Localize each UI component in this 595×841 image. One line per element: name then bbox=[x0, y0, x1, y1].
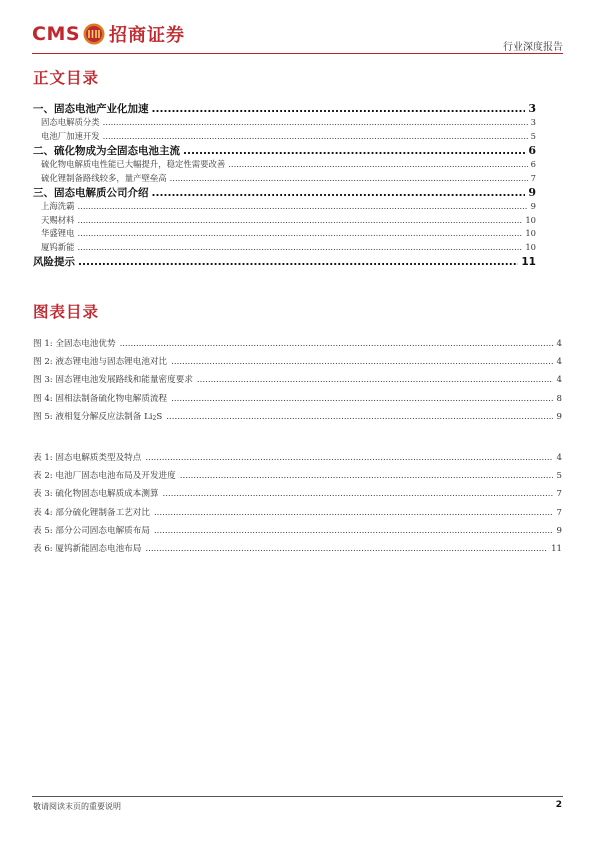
toc-subsection-entry-label: 硫化锂制备路线较多，量产壁垒高 bbox=[41, 172, 167, 183]
dot-leader bbox=[103, 131, 528, 141]
table-list bbox=[33, 451, 562, 560]
dot-leader bbox=[171, 357, 552, 367]
toc-risk-entry[interactable] bbox=[33, 254, 536, 269]
logo-cms-text: CMS bbox=[32, 23, 81, 45]
toc-subsection-entry[interactable] bbox=[33, 214, 536, 228]
report-type-label: 行业深度报告 bbox=[503, 42, 563, 53]
chart-list-entry-label: 图 4: 固相法制备硫化物电解质流程 bbox=[33, 393, 168, 404]
toc-section-entry-label: 三、固态电解质公司介绍 bbox=[33, 187, 149, 199]
dot-leader bbox=[166, 412, 552, 422]
dot-leader bbox=[78, 215, 523, 225]
chart-list-entry-page: 9 bbox=[556, 411, 562, 422]
dot-leader bbox=[170, 173, 528, 183]
logo-chinese-name: 招商证券 bbox=[109, 25, 186, 46]
toc-subsection-entry-label: 天赐材料 bbox=[41, 214, 75, 225]
logo-emblem-icon bbox=[83, 23, 105, 45]
toc-risk-entry-label: 风险提示 bbox=[33, 256, 75, 268]
company-logo bbox=[32, 22, 185, 46]
toc-section-entry-label: 二、硫化物成为全固态电池主流 bbox=[33, 145, 180, 157]
dot-leader bbox=[152, 187, 526, 199]
dot-leader bbox=[152, 103, 526, 115]
toc-subsection-entry[interactable] bbox=[33, 116, 536, 130]
toc-subsection-entry[interactable] bbox=[33, 130, 536, 144]
chart-list-entry[interactable] bbox=[33, 355, 562, 373]
toc-subsection-entry-label: 硫化物电解质电性能已大幅提升，稳定性需要改善 bbox=[41, 159, 226, 169]
disclaimer-note: 敬请阅读末页的重要说明 bbox=[33, 802, 121, 811]
toc-section-entry-page: 6 bbox=[528, 144, 536, 157]
toc-section-entry[interactable] bbox=[33, 185, 536, 200]
toc-section-entry[interactable] bbox=[33, 101, 536, 116]
dot-leader bbox=[120, 339, 553, 349]
table-of-contents bbox=[33, 101, 536, 269]
table-list-entry-label: 表 1: 固态电解质类型及特点 bbox=[33, 453, 142, 463]
toc-section-entry[interactable] bbox=[33, 143, 536, 158]
toc-subsection-entry-label: 上海洗霸 bbox=[41, 201, 75, 211]
toc-subsection-entry-page: 10 bbox=[525, 241, 536, 252]
toc-subsection-entry-page: 6 bbox=[530, 159, 536, 169]
toc-title: 正文目录 bbox=[33, 69, 100, 87]
table-list-entry-page: 11 bbox=[551, 543, 562, 554]
header-divider bbox=[32, 53, 563, 54]
table-list-entry-label: 表 4: 部分硫化锂制备工艺对比 bbox=[33, 507, 150, 518]
table-list-entry[interactable] bbox=[33, 524, 562, 542]
toc-subsection-entry-label: 厦钨新能 bbox=[41, 241, 75, 252]
dot-leader bbox=[154, 508, 553, 518]
table-list-entry-label: 表 3: 硫化物固态电解质成本测算 bbox=[33, 489, 159, 500]
toc-subsection-entry-label: 电池厂加速开发 bbox=[41, 130, 100, 141]
table-list-entry[interactable] bbox=[33, 469, 562, 487]
toc-subsection-entry[interactable] bbox=[33, 172, 536, 186]
table-list-entry[interactable] bbox=[33, 451, 562, 469]
dot-leader bbox=[154, 526, 553, 536]
chart-list-entry-label: 图 3: 固态锂电池发展路线和能量密度要求 bbox=[33, 375, 193, 386]
chart-list-entry-page: 4 bbox=[556, 375, 562, 386]
toc-section-entry-label: 一、固态电池产业化加速 bbox=[33, 103, 149, 115]
dot-leader bbox=[78, 242, 523, 252]
table-list-entry-page: 5 bbox=[556, 471, 562, 482]
table-list-entry[interactable] bbox=[33, 487, 562, 505]
dot-leader bbox=[78, 256, 518, 268]
toc-subsection-entry[interactable] bbox=[33, 200, 536, 214]
table-list-entry-page: 4 bbox=[556, 453, 562, 463]
chart-list-entry-page: 8 bbox=[556, 393, 562, 404]
chart-list-entry-page: 4 bbox=[556, 357, 562, 368]
toc-section-entry-page: 9 bbox=[528, 186, 536, 199]
table-list-entry-label: 表 5: 部分公司固态电解质布局 bbox=[33, 525, 150, 536]
toc-subsection-entry[interactable] bbox=[33, 158, 536, 172]
chart-list-entry-label: 图 2: 液态锂电池与固态锂电池对比 bbox=[33, 357, 168, 368]
chart-list-entry[interactable] bbox=[33, 373, 562, 391]
dot-leader bbox=[78, 201, 528, 211]
dot-leader bbox=[145, 544, 547, 554]
toc-subsection-entry-page: 7 bbox=[530, 172, 536, 183]
toc-subsection-entry-page: 9 bbox=[530, 201, 536, 211]
table-list-entry[interactable] bbox=[33, 542, 562, 560]
toc-subsection-entry-page: 10 bbox=[525, 214, 536, 225]
page-header bbox=[32, 14, 563, 54]
table-list-entry-page: 7 bbox=[556, 507, 562, 518]
toc-risk-entry-page: 11 bbox=[521, 256, 536, 268]
dot-leader bbox=[183, 145, 525, 157]
dot-leader bbox=[103, 117, 528, 127]
dot-leader bbox=[180, 471, 553, 481]
chart-list-entry[interactable] bbox=[33, 392, 562, 410]
table-list-entry[interactable] bbox=[33, 506, 562, 524]
dot-leader bbox=[197, 375, 553, 385]
dot-leader bbox=[78, 228, 523, 238]
toc-subsection-entry[interactable] bbox=[33, 241, 536, 255]
toc-subsection-entry-label: 固态电解质分类 bbox=[41, 117, 100, 127]
toc-section-entry-page: 3 bbox=[528, 102, 536, 115]
chart-list-entry-label: 图 5: 液相复分解反应法制备 Li2S bbox=[33, 411, 163, 422]
toc-subsection-entry-page: 10 bbox=[525, 228, 536, 238]
dot-leader bbox=[145, 453, 552, 463]
figure-list-title: 图表目录 bbox=[33, 303, 100, 321]
chart-list-entry[interactable] bbox=[33, 337, 562, 355]
table-list-entry-label: 表 2: 电池厂固态电池布局及开发进度 bbox=[33, 471, 176, 482]
chart-list-entry[interactable] bbox=[33, 410, 562, 428]
toc-subsection-entry-page: 3 bbox=[530, 117, 536, 127]
page-number: 2 bbox=[555, 800, 562, 810]
table-list-entry-label: 表 6: 厦钨新能固态电池布局 bbox=[33, 543, 142, 554]
toc-subsection-entry-page: 5 bbox=[530, 130, 536, 141]
chart-list bbox=[33, 337, 562, 428]
toc-subsection-entry[interactable] bbox=[33, 227, 536, 241]
table-list-entry-page: 7 bbox=[556, 489, 562, 500]
chart-list-entry-label: 图 1: 全固态电池优势 bbox=[33, 339, 116, 349]
dot-leader bbox=[163, 489, 553, 499]
table-list-entry-page: 9 bbox=[556, 525, 562, 536]
chart-list-entry-page: 4 bbox=[556, 339, 562, 349]
toc-subsection-entry-label: 华盛锂电 bbox=[41, 228, 75, 238]
dot-leader bbox=[228, 159, 527, 169]
dot-leader bbox=[171, 394, 552, 404]
footer-divider bbox=[32, 796, 563, 797]
